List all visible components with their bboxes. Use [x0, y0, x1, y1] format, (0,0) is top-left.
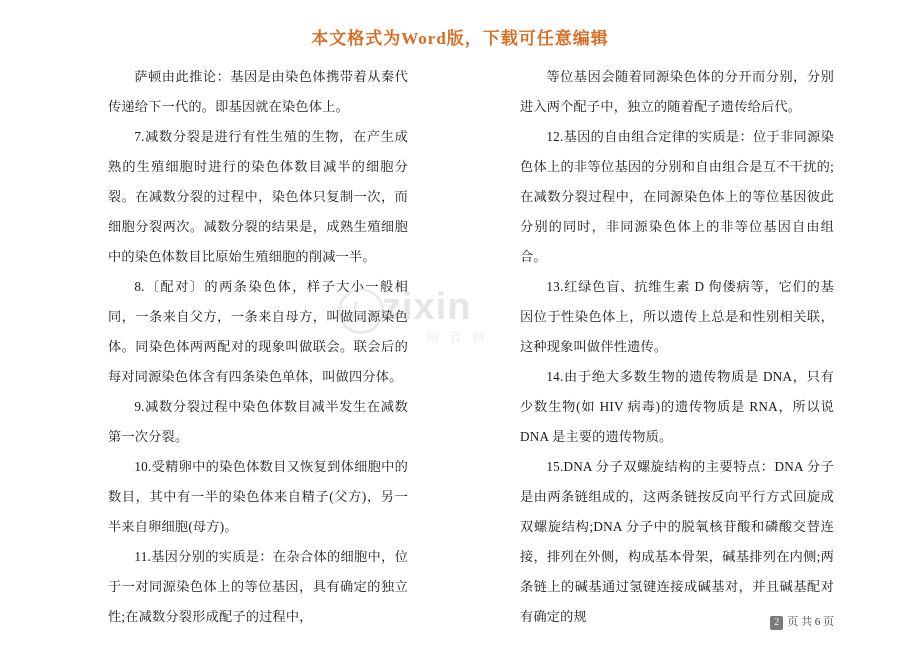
watermark-subtitle: 知 音 网: [426, 330, 489, 344]
paragraph: 等位基因会随着同源染色体的分开而分别，分别进入两个配子中，独立的随着配子遗传给后代。: [520, 69, 834, 114]
paragraph: 7.减数分裂是进行有性生殖的生物，在产生成熟的生殖细胞时进行的染色体数目减半的细胞分裂。在减数分裂的过程中，染色体只复制一次，而细胞分裂两次。减数分裂的结果是，成熟生殖细胞中的染色体数目比原始生殖细胞的削减一半。: [108, 129, 408, 264]
paragraph: 12.基因的自由组合定律的实质是：位于非同源染色体上的非等位基因的分别和自由组合是互不干扰的;在减数分裂过程中，在同源染色体上的等位基因彼此分别的同时，非同源染色体上的非等位基因自由组合。: [520, 129, 834, 264]
paragraph: 萨顿由此推论：基因是由染色体携带着从秦代传递给下一代的。即基因就在染色体上。: [108, 69, 408, 114]
paragraph: 14.由于绝大多数生物的遗传物质是 DNA，只有少数生物(如 HIV 病毒)的遗传物质是 RNA，所以说 DNA 是主要的遗传物质。: [520, 369, 834, 444]
word-format-banner: 本文格式为Word版，下载可任意编辑: [311, 29, 609, 48]
text-columns: [0, 62, 920, 632]
paragraph: 15.DNA 分子双螺旋结构的主要特点：DNA 分子是由两条链组成的，这两条链按反向平行方式回旋成双螺旋结构;DNA 分子中的脱氧核苷酸和磷酸交替连接，排列在外侧，构成基本骨架，碱基排列在内侧;两条链上的碱基通过氢键连接成碱基对，并且碱基配对有确定的规: [520, 459, 834, 624]
watermark-brand: zixin: [382, 286, 472, 328]
paragraph: 8.〔配对〕的两条染色体，样子大小一般相同，一条来自父方，一条来自母方，叫做同源染色体。同染色体两两配对的现象叫做联会。联会后的每对同源染色体含有四条染色单体，叫做四分体。: [108, 279, 408, 384]
paragraph: 11.基因分别的实质是：在杂合体的细胞中，位于一对同源染色体上的等位基因，具有确定的独立性;在减数分裂形成配子的过程中，: [108, 549, 408, 624]
left-column: [0, 62, 460, 632]
right-column: [460, 62, 920, 632]
page-info: 页 共 6 页: [787, 616, 834, 628]
paragraph: 13.红绿色盲、抗维生素 D 佝偻病等，它们的基因位于性染色体上，所以遗传上总是和性别相关联，这种现象叫做伴性遗传。: [520, 279, 834, 354]
page-footer: [770, 613, 834, 630]
page-number-badge: 2: [770, 616, 783, 630]
paragraph: 10.受精卵中的染色体数目又恢复到体细胞中的数目，其中有一半的染色体来自精子(父方)，另一半来自卵细胞(母方)。: [108, 459, 408, 534]
paragraph: 9.减数分裂过程中染色体数目减半发生在减数第一次分裂。: [108, 399, 408, 444]
